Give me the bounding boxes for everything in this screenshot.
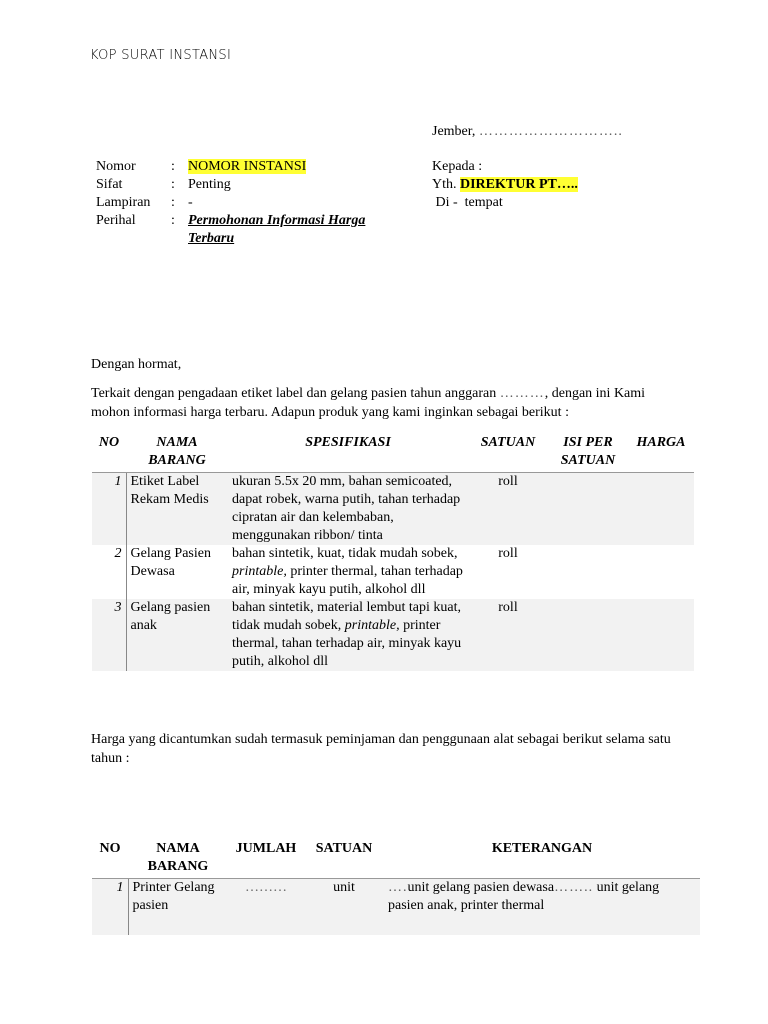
row-isi <box>548 599 628 671</box>
info-colon: : <box>171 177 175 192</box>
info-colon: : <box>171 213 175 228</box>
row-name: Printer Gelang pasien <box>128 879 228 935</box>
intro-text-a: Terkait dengan pengadaan etiket label dan gelang pasien tahun anggaran <box>91 386 500 401</box>
header-satuan: SATUAN <box>468 432 548 473</box>
header-no: NO <box>92 838 128 879</box>
row-unit: roll <box>468 473 548 546</box>
intro-dots: ……… <box>499 386 545 401</box>
spec-text: bahan sintetik, material lembut tapi kuat, tidak mudah sobek, <box>232 600 461 633</box>
letter-info <box>96 158 388 248</box>
header-jumlah: JUMLAH <box>228 838 304 879</box>
table-row <box>92 473 694 546</box>
info-label: Lampiran <box>96 195 151 210</box>
header-satuan: SATUAN <box>304 838 384 879</box>
recipient-place: Di - tempat <box>432 195 503 210</box>
row-no: 2 <box>92 545 126 599</box>
header-keterangan: KETERANGAN <box>384 838 700 879</box>
row-keterangan <box>384 879 700 935</box>
spec-italic: printable, <box>232 564 287 579</box>
intro-paragraph <box>91 384 681 422</box>
row-no: 1 <box>92 879 128 935</box>
row-harga <box>628 599 694 671</box>
row-harga <box>628 473 694 546</box>
ket-text: unit gelang pasien dewasa <box>407 880 555 895</box>
info-value: - <box>188 195 193 210</box>
spec-text: printer thermal, tahan terhadap air, minyak kayu putih, alkohol dll <box>232 618 462 669</box>
header-no: NO <box>92 432 126 473</box>
row-isi <box>548 473 628 546</box>
row-unit: unit <box>304 879 384 935</box>
equipment-table <box>92 838 700 935</box>
info-row-nomor <box>96 158 388 176</box>
row-jumlah: ……… <box>228 879 304 935</box>
intro-text-b: , dengan ini Kami mohon informasi harga terbaru. Adapun produk yang kami inginkan sebagai berikut : <box>91 386 646 420</box>
recipient-prefix: Yth. <box>432 177 460 192</box>
info-label: Nomor <box>96 159 136 174</box>
ket-dots: …….. <box>554 880 594 895</box>
row-spec <box>228 473 468 546</box>
table-row <box>92 879 700 935</box>
letter-date <box>432 124 623 140</box>
recipient-name: DIREKTUR PT….. <box>460 177 578 192</box>
row-name: Gelang pasien anak <box>126 599 228 671</box>
note-paragraph: Harga yang dicantumkan sudah termasuk peminjaman dan penggunaan alat sebagai berikut selama satu tahun : <box>91 732 671 766</box>
spec-text: bahan sintetik, kuat, tidak mudah sobek, <box>232 546 458 561</box>
row-name: Etiket Label Rekam Medis <box>126 473 228 546</box>
info-row-lampiran <box>96 194 388 212</box>
row-isi <box>548 545 628 599</box>
product-table <box>92 432 694 671</box>
header-isi-per-satuan: ISI PER SATUAN <box>548 432 628 473</box>
perihal-value: Permohonan Informasi Harga Terbaru <box>188 213 366 246</box>
row-spec <box>228 599 468 671</box>
info-value: Penting <box>188 177 231 192</box>
spec-text: printer thermal, tahan terhadap air, minyak kayu putih, alkohol dll <box>232 564 463 597</box>
header-nama-barang: NAMA BARANG <box>128 838 228 879</box>
recipient-line <box>432 176 578 194</box>
nomor-value: NOMOR INSTANSI <box>188 159 307 174</box>
ket-text: unit gelang pasien anak, printer thermal <box>388 880 660 913</box>
table-header-row <box>92 838 700 879</box>
info-label: Perihal <box>96 213 136 228</box>
recipient-kepada: Kepada : <box>432 159 483 174</box>
table-header-row <box>92 432 694 473</box>
row-no: 3 <box>92 599 126 671</box>
row-name: Gelang Pasien Dewasa <box>126 545 228 599</box>
date-place: Jember, <box>432 124 479 139</box>
row-unit: roll <box>468 545 548 599</box>
recipient-block <box>432 158 578 212</box>
info-row-perihal <box>96 212 388 248</box>
info-colon: : <box>171 159 175 174</box>
row-harga <box>628 545 694 599</box>
ket-dots: …. <box>388 880 408 895</box>
info-row-sifat <box>96 176 388 194</box>
greeting: Dengan hormat, <box>91 357 182 372</box>
spec-text: ukuran 5.5x 20 mm, bahan semicoated, dapat robek, warna putih, tahan terhadap cipratan air dan kelembaban, menggunakan ribbon/ tinta <box>232 474 461 543</box>
header-spesifikasi: SPESIFIKASI <box>228 432 468 473</box>
letterhead: KOP SURAT INSTANSI <box>90 48 232 63</box>
row-unit: roll <box>468 599 548 671</box>
date-dots: ……………………….. <box>478 124 623 139</box>
table-row <box>92 545 694 599</box>
info-value <box>188 158 388 176</box>
table-row <box>92 599 694 671</box>
header-nama-barang: NAMA BARANG <box>126 432 228 473</box>
spec-italic: printable, <box>344 618 400 633</box>
header-harga: HARGA <box>628 432 694 473</box>
info-label: Sifat <box>96 177 123 192</box>
row-no: 1 <box>92 473 126 546</box>
info-colon: : <box>171 195 175 210</box>
row-spec <box>228 545 468 599</box>
